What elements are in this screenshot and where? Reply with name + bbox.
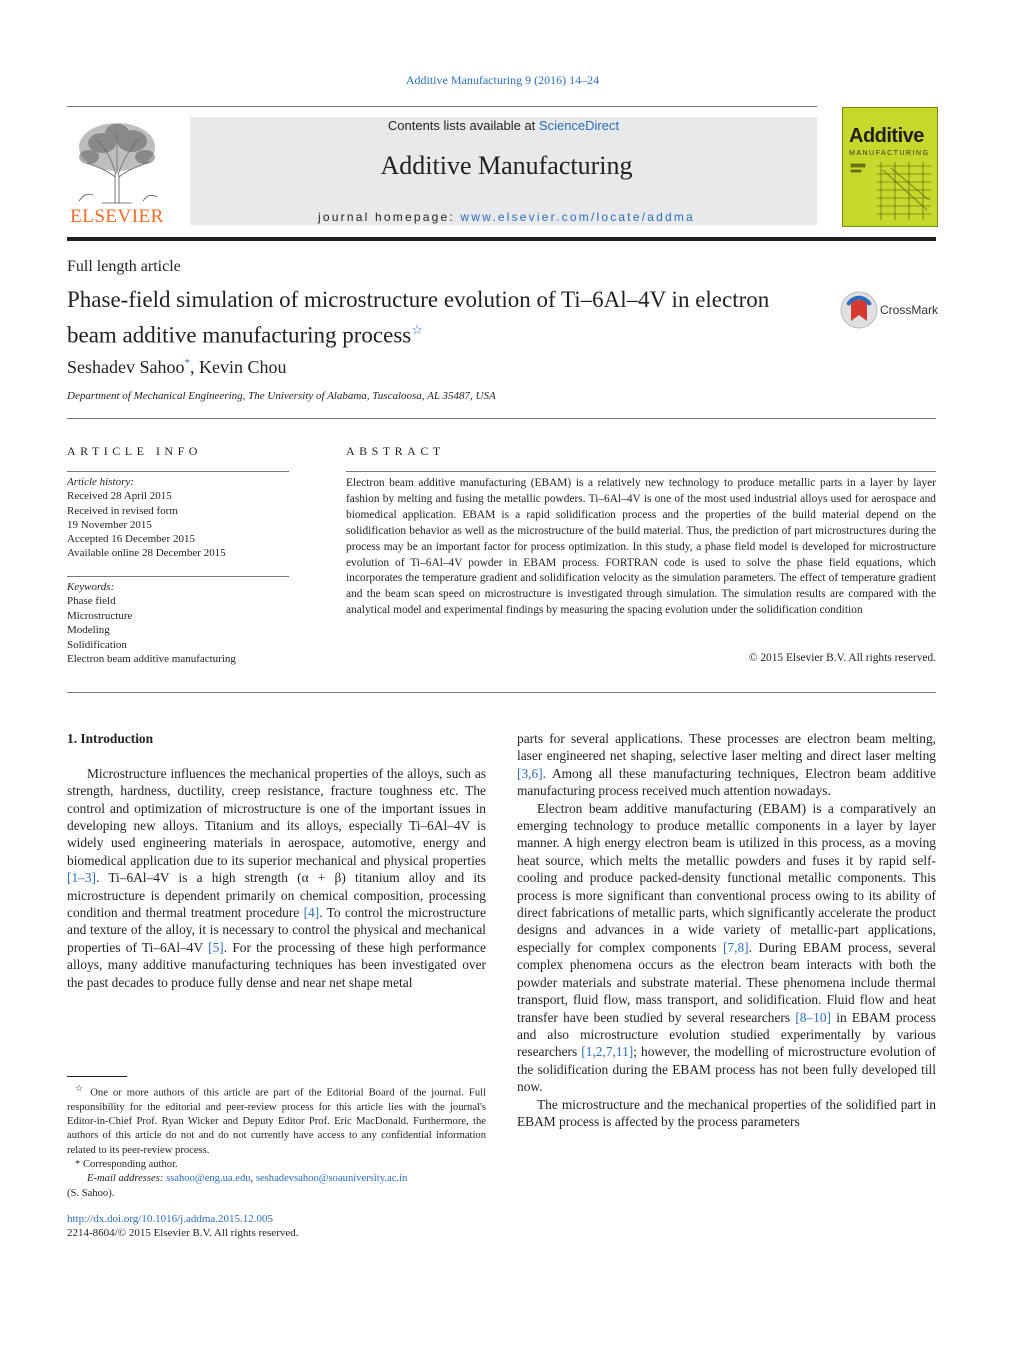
body-column-left [67, 730, 486, 991]
history-entry: Received 28 April 2015 [67, 490, 172, 503]
sciencedirect-link[interactable]: ScienceDirect [538, 118, 620, 133]
text-run: . During EBAM process, several complex phenomena occurs as the electron beam interacts with both the powder materials and substrate material. These phenomena include thermal transport, fluid flow, mass transport, and solidification. Fluid flow and heat transfer have been studied by several researchers [517, 939, 936, 1025]
abstract-bottom-rule [67, 692, 936, 693]
history-entry: Received in revised form [67, 504, 178, 517]
author-affiliation: Department of Mechanical Engineering, The University of Alabama, Tuscaloosa, AL 35487, USA [67, 390, 496, 402]
footnote-editorial [67, 1081, 486, 1158]
crossmark-label: CrossMark [880, 303, 939, 317]
citation-link[interactable]: [7,8] [722, 939, 749, 955]
journal-cover-thumbnail[interactable] [842, 107, 938, 227]
citation-link[interactable]: [8–10] [795, 1009, 832, 1025]
cover-artwork [847, 160, 933, 222]
doi-link[interactable]: http://dx.doi.org/10.1016/j.addma.2015.12.005 [67, 1213, 274, 1225]
abstract-heading: ABSTRACT [346, 444, 445, 458]
text-run: ; however, the modelling of microstructure evolution of the solidification during the EBAM process has not been fully developed till now. [517, 1044, 937, 1095]
corresponding-author-mark[interactable]: * [184, 357, 190, 369]
author-name[interactable]: Seshadev Sahoo [67, 357, 185, 377]
email-separator: , [250, 1173, 256, 1185]
history-entry: Available online 28 December 2015 [67, 547, 226, 560]
text-run: Electron beam additive manufacturing (EBAM) is a comparatively an emerging technology to produce metallic components in a layer by layer manner. A high energy electron beam is utilized in this process, as a moving heat source, which melts the metallic powders and fuses it by rapid self-cooling and produce packed-density functional metallic components. This process is more significant than conventional process owing to its ability of direct fabrications of metallic parts, which significantly accelerate the product designs and advances in a wide variety of metallic-part applications, especially for complex components [517, 800, 936, 955]
article-info-heading: ARTICLE INFO [67, 444, 202, 458]
text-run: . To control the microstructure and texture of the alloy, it is necessary to control the physical and mechanical properties of Ti–6Al–4V [67, 905, 486, 955]
keyword: Electron beam additive manufacturing [67, 653, 236, 666]
affiliation-rule [67, 418, 936, 419]
footnote-rule [67, 1076, 127, 1077]
body-paragraph [67, 765, 486, 991]
article-type: Full length article [67, 258, 181, 275]
citation-link[interactable]: [5] [208, 939, 224, 955]
journal-reference[interactable]: Additive Manufacturing 9 (2016) 14–24 [405, 73, 600, 87]
text-run: in EBAM process and also microstructure evolution studied experimentally by various researchers [517, 1009, 936, 1060]
article-title [67, 285, 807, 351]
footnote-star-mark: ☆ [75, 1083, 86, 1093]
footnote-corresponding [67, 1158, 486, 1172]
abstract-rule [346, 471, 936, 472]
footnote-text: Corresponding author. [80, 1159, 178, 1171]
elsevier-wordmark: ELSEVIER [70, 206, 164, 227]
citation-link[interactable]: [4] [303, 905, 320, 921]
email-link[interactable]: seshadevsahoo@soauniversity.ac.in [255, 1173, 408, 1185]
keyword: Microstructure [67, 609, 133, 622]
section-heading-introduction: 1. Introduction [67, 731, 154, 746]
issn-copyright: 2214-8604/© 2015 Elsevier B.V. All rights reserved. [67, 1227, 299, 1239]
abstract-text: Electron beam additive manufacturing (EBAM) is a relatively new technology to produce metallic parts in a layer by layer fashion by melting and fusing the metallic powders. Ti–6Al–4V is one of the most used industrial alloys used for aerospace and biomedical application. EBAM is a rapid solidification process and the properties of the build material depend on the solidification behavior as well as the microstructure of the build material. Thus, the prediction of part microstructures during the process may be an important factor for process optimization. In this study, a phase field model is developed for microstructure evolution of Ti–6Al–4V powder in EBAM process. FORTRAN code is used to solve the phase field equations, which incorporates the temperature gradient and solidification velocity as the simulation parameters. The effect of temperature gradient and the beam scan speed on microstructure is investigated through simulation. The simulation results are compared with the analytical model and experimental findings by measuring the spacing evolution under the solidification condition [346, 477, 936, 617]
body-column-right [517, 730, 936, 1130]
history-entry: Accepted 16 December 2015 [67, 533, 195, 546]
body-paragraph: The microstructure and the mechanical properties of the solidified part in EBAM process is affected by the process parameters [517, 1096, 936, 1129]
email-link[interactable]: ssahoo@eng.ua.edu [166, 1173, 251, 1185]
footnotes [67, 1081, 486, 1201]
text-run: . Ti–6Al–4V is a high strength (α + β) titanium alloy and its microstructure is dependent primarily on chemical composition, processing condition and thermal treatment procedure [67, 870, 486, 921]
keyword: Modeling [67, 624, 110, 637]
email-label: E-mail addresses: [87, 1173, 167, 1185]
article-title-text: Phase-field simulation of microstructure evolution of Ti–6Al–4V in electron beam additive manufacturing process [67, 287, 770, 348]
body-paragraph [517, 730, 936, 800]
history-entry: 19 November 2015 [67, 518, 152, 531]
cover-subtitle: MANUFACTURING [849, 150, 930, 157]
footnote-asterisk: * [75, 1159, 81, 1171]
header-top-rule [67, 106, 817, 107]
header-thick-rule [67, 237, 936, 241]
homepage-link[interactable]: www.elsevier.com/locate/addma [460, 210, 695, 224]
footnote-emails [67, 1172, 486, 1186]
text-run: parts for several applications. These processes are electron beam melting, laser engineered net shaping, selective laser melting and direct laser melting [517, 731, 936, 764]
article-history-label: Article history: [67, 476, 134, 488]
doi-block [67, 1212, 299, 1240]
email-owner: (S. Sahoo). [67, 1187, 115, 1199]
title-footnote-mark[interactable]: ☆ [411, 322, 423, 337]
journal-title: Additive Manufacturing [380, 151, 633, 180]
abstract-copyright: © 2015 Elsevier B.V. All rights reserved. [748, 652, 936, 664]
footnote-text: One or more authors of this article are part of the Editorial Board of the journal. Full responsibility for the editorial and peer-review process for this article lies with the journal's Editor-in-Chief Prof. Ryan Wicker and Deputy Editor Prof. Eric MacDonald. Furthermore, the authors of this article do not and do not currently have access to any confidential information related to its peer-review process. [67, 1087, 487, 1156]
journal-homepage-line [190, 210, 823, 224]
homepage-prefix: journal homepage: [318, 210, 461, 224]
text-run: . For the processing of these high performance alloys, many additive manufacturing techniques has been investigated over the past decades to produce fully dense and near net shape metal [67, 939, 486, 990]
citation-link[interactable]: [1–3] [67, 870, 97, 886]
article-history [67, 475, 289, 561]
contents-prefix: Contents lists available at [387, 118, 539, 133]
author-list [67, 357, 286, 378]
author-separator: , [189, 357, 199, 377]
keywords-rule [67, 576, 289, 577]
article-info-rule [67, 471, 289, 472]
text-run: Microstructure influences the mechanical properties of the alloys, such as strength, hardness, ductility, creep resistance, fracture toughness etc. The control and optimization of microstructure is one of the important issues in developing new alloys. Titanium and its alloys, especially Ti–6Al–4V is widely used engineering materials in aerospace, automotive, energy and biomedical application due to its superior mechanical and physical properties [67, 765, 486, 868]
citation-link[interactable]: [3,6] [517, 765, 543, 781]
keywords-list [67, 580, 289, 666]
keyword: Solidification [67, 638, 127, 651]
text-run: . Among all these manufacturing techniques, Electron beam additive manufacturing process received much attention nowadays. [517, 765, 936, 799]
keywords-label: Keywords: [67, 581, 115, 593]
keyword: Phase field [67, 595, 116, 608]
cover-title: Additive [849, 125, 924, 147]
author-name[interactable]: Kevin Chou [198, 357, 287, 377]
body-paragraph [517, 800, 936, 1096]
contents-available-line [190, 118, 817, 133]
citation-link[interactable]: [1,2,7,11] [581, 1044, 634, 1060]
